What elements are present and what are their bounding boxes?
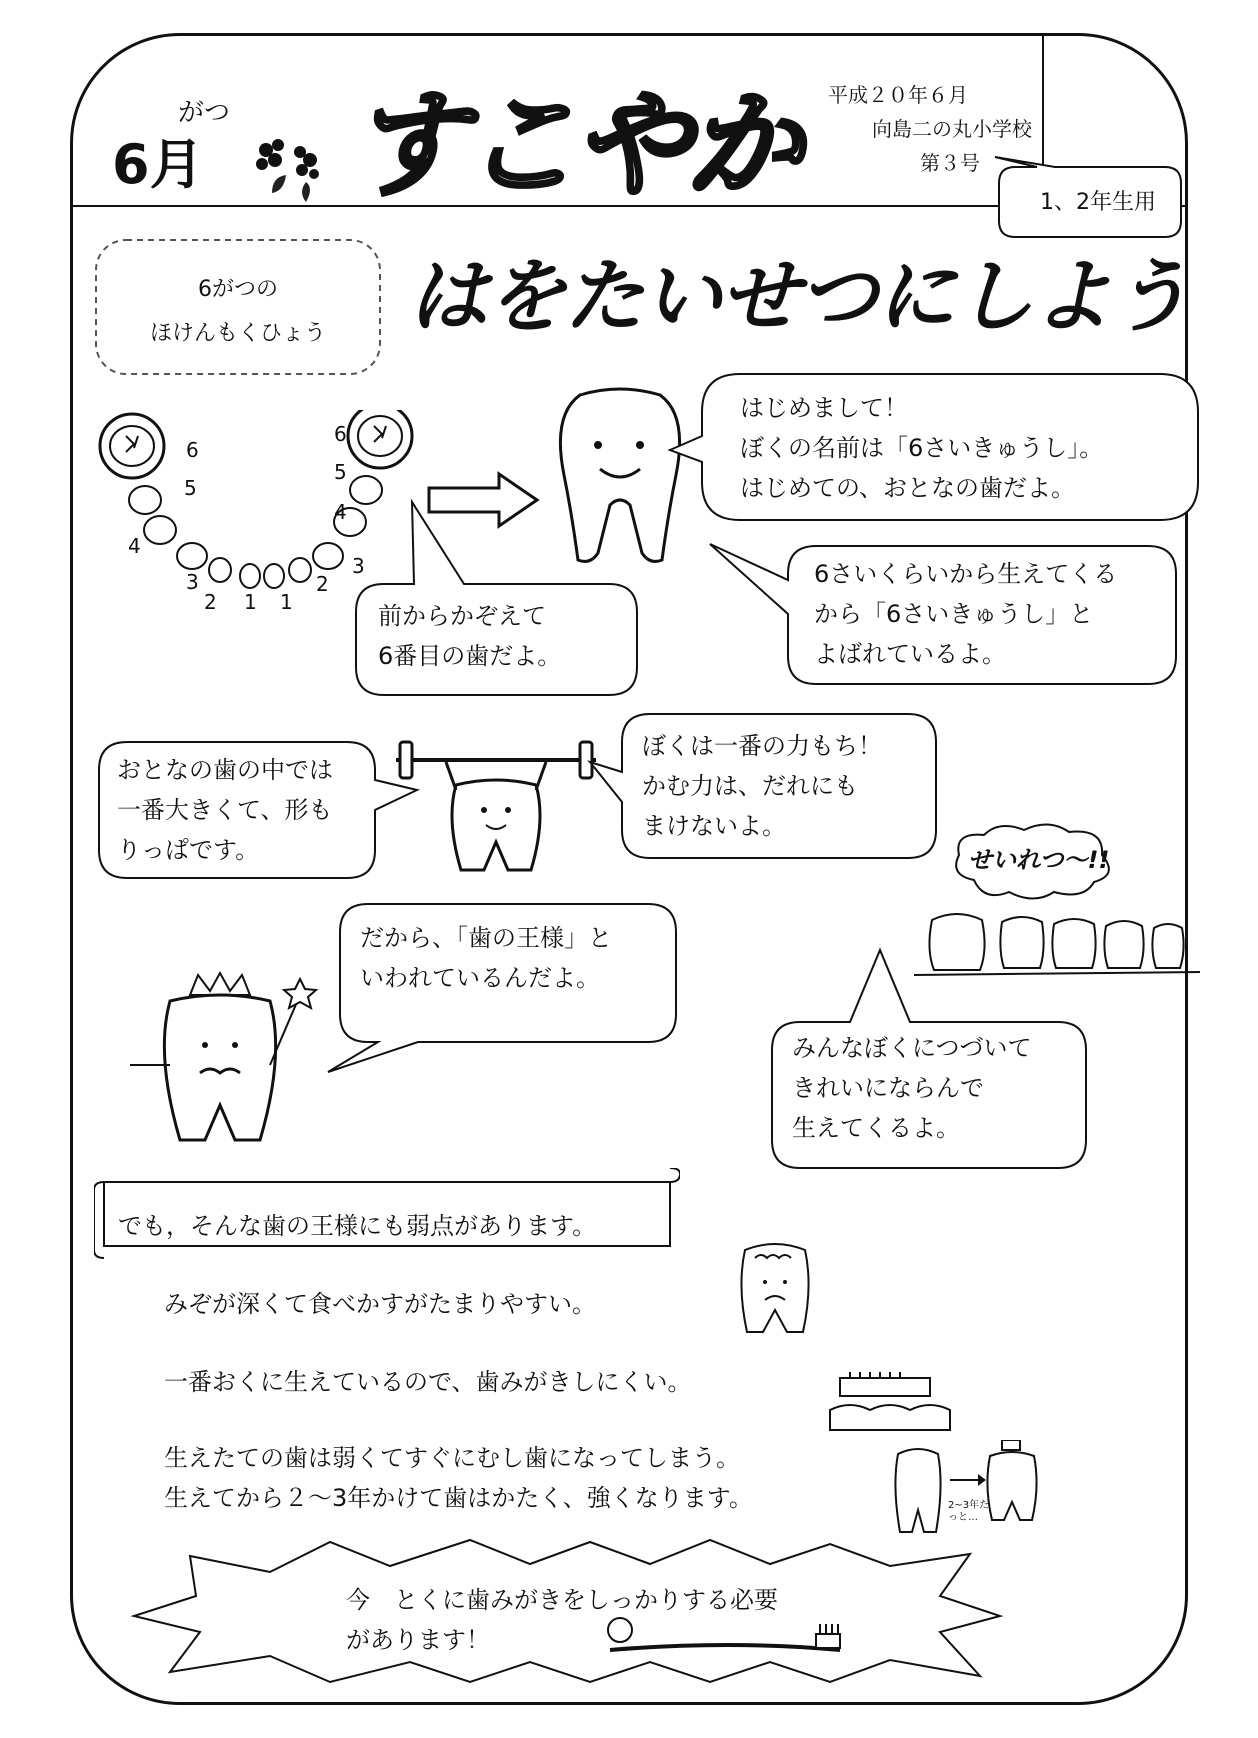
tooth-number-right-1: 1 (280, 590, 293, 614)
follow-line-3: 生えてくるよ。 (792, 1114, 960, 1142)
years-note: 2~3年たっと… (948, 1500, 990, 1523)
row-of-teeth-characters (912, 900, 1202, 980)
dental-arch-diagram (90, 410, 420, 610)
sad-tooth-character (735, 1236, 815, 1336)
strong-line-3: まけないよ。 (642, 812, 786, 840)
biggest-line-2: 一番大きくて、形も (117, 796, 333, 824)
conclusion-line-1: 今 とくに歯みがきをしっかりする必要 (346, 1586, 778, 1614)
weakness-point-2: 一番おくに生えているので、歯みがきしにくい。 (164, 1368, 692, 1396)
tooth-number-left-1: 1 (244, 590, 257, 614)
brushing-teeth-illustration (820, 1370, 980, 1440)
sixth-line-1: 前からかぞえて (378, 602, 546, 630)
king-line-1: だから、「歯の王様」と (360, 924, 612, 952)
follow-line-1: みんなぼくにつづいて (792, 1034, 1032, 1062)
strong-line-1: ぼくは一番の力もち！ (642, 732, 882, 760)
weakness-banner-text: でも，そんな歯の王様にも弱点があります。 (118, 1212, 597, 1240)
speech-bubble-intro (700, 372, 1200, 522)
shout-text: せいれつ〜!! (968, 846, 1110, 874)
tooth-number-left-3: 3 (186, 570, 199, 594)
speech-bubble-strong (620, 712, 938, 860)
tooth-number-right-6: 6 (334, 422, 347, 446)
king-tooth-character (120, 965, 350, 1145)
weightlifting-tooth-character (386, 730, 606, 880)
intro-line-3: はじめての、おとなの歯だよ。 (740, 474, 1076, 502)
why-line-2: から「6さいきゅうし」と (814, 600, 1094, 628)
molar-character (550, 385, 690, 570)
weakness-point-3: 生えたての歯は弱くてすぐにむし歯になってしまう。 (164, 1444, 740, 1472)
newsletter-title: すこやか (350, 78, 798, 213)
goal-line-1: 6がつの (198, 277, 278, 302)
biggest-line-1: おとなの歯の中では (117, 756, 333, 784)
month-ruby: がつ (178, 98, 231, 128)
strong-line-2: かむ力は、だれにも (642, 772, 858, 800)
intro-line-2: ぼくの名前は「6さいきゅうし」。 (740, 434, 1104, 462)
speech-bubble-why-named (786, 544, 1178, 686)
tooth-number-left-4: 4 (128, 534, 141, 558)
speech-bubble-follow (770, 1020, 1088, 1170)
tooth-number-right-3: 3 (352, 554, 365, 578)
king-line-2: いわれているんだよ。 (360, 964, 600, 992)
goal-label (88, 268, 388, 356)
speech-bubble-king (338, 902, 678, 1044)
follow-line-2: きれいにならんで (792, 1074, 984, 1102)
tooth-number-left-6: 6 (186, 438, 199, 462)
weakness-point-4: 生えてから２〜3年かけて歯はかたく、強くなります。 (164, 1484, 753, 1512)
sixth-line-2: 6番目の歯だよ。 (378, 642, 562, 670)
conclusion-line-2: があります！ (346, 1626, 490, 1654)
why-line-1: 6さいくらいから生えてくる (814, 560, 1118, 588)
goal-line-2: ほけんもくひょう (149, 321, 326, 346)
tooth-number-right-2: 2 (316, 572, 329, 596)
tooth-number-left-5: 5 (184, 476, 197, 500)
school-name: 向島二の丸小学校 (872, 117, 1032, 141)
tooth-number-right-5: 5 (334, 460, 347, 484)
speech-bubble-biggest (97, 740, 377, 880)
issue-number: 第３号 (920, 151, 980, 175)
weakness-point-1: みぞが深くて食べかすがたまりやすい。 (164, 1290, 596, 1318)
month-label: 6月 (112, 133, 204, 196)
hydrangea-icon (248, 130, 333, 205)
issue-date: 平成２０年６月 (828, 83, 968, 107)
right-arrow-icon (425, 470, 545, 530)
tooth-number-right-4: 4 (334, 500, 347, 524)
tooth-growth-illustration (892, 1440, 1052, 1540)
toothbrush-icon (600, 1612, 860, 1662)
speech-bubble-sixth-tooth (354, 582, 639, 697)
intro-line-1: はじめまして！ (740, 394, 908, 422)
why-line-3: よばれているよ。 (814, 640, 1006, 668)
biggest-line-3: りっぱです。 (117, 836, 260, 864)
goal-headline: はをたいせつにしよう (408, 250, 1188, 343)
grade-label: 1、2年生用 (1040, 190, 1156, 215)
tooth-number-left-2: 2 (204, 590, 217, 614)
